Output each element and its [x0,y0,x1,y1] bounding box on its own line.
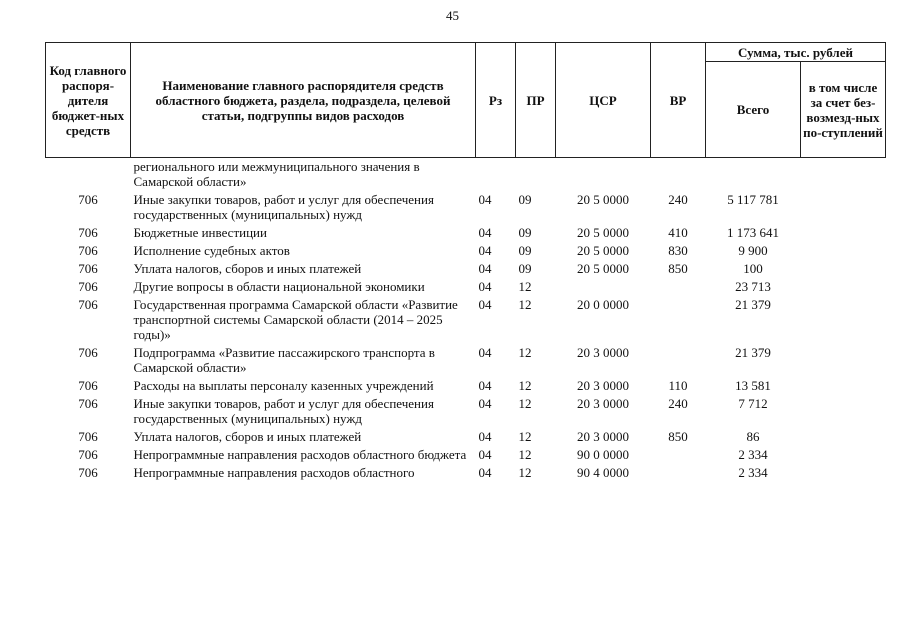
cell-vr [651,296,706,344]
cell-pr: 12 [518,297,532,312]
cell-rz: 04 [478,345,492,360]
cell-pr: 12 [518,429,532,444]
cell-free [801,278,886,296]
cell-code: 706 [78,192,98,207]
cell-pr: 12 [518,345,532,360]
cell-csr: 20 5 0000 [577,261,629,276]
cell-free [801,296,886,344]
cell-vr: 850 [668,429,688,444]
cell-vr [651,464,706,482]
table-row [46,224,886,242]
header-rz: Рз [476,43,516,158]
cell-rz: 04 [478,243,492,258]
cell-code: 706 [78,345,98,360]
cell-vr: 850 [668,261,688,276]
cell-csr [556,278,651,296]
cell-code: 706 [78,225,98,240]
cell-total: 21 379 [735,345,771,360]
cell-vr: 410 [668,225,688,240]
table-row [46,446,886,464]
cell-name: Непрограммные направления расходов областного бюджета [133,447,467,462]
table-row [46,158,886,192]
cell-code: 706 [78,378,98,393]
cell-name: Подпрограмма «Развитие пассажирского транспорта в Самарской области» [133,345,435,375]
table-row [46,191,886,224]
cell-total: 2 334 [738,447,768,462]
cell-vr: 110 [668,378,688,393]
cell-vr [651,278,706,296]
cell-rz: 04 [478,465,492,480]
cell-code: 706 [78,465,98,480]
cell-free [801,344,886,377]
table-row [46,377,886,395]
cell-name: Бюджетные инвестиции [133,225,267,240]
cell-pr: 09 [518,225,532,240]
cell-total [706,158,801,192]
header-csr: ЦСР [556,43,651,158]
cell-rz: 04 [478,261,492,276]
cell-code [46,158,131,192]
cell-code: 706 [78,261,98,276]
cell-pr: 12 [518,378,532,393]
cell-pr: 09 [518,243,532,258]
cell-total: 5 117 781 [727,192,779,207]
cell-free [801,224,886,242]
cell-pr: 12 [518,279,532,294]
cell-code: 706 [78,396,98,411]
cell-pr [516,158,556,192]
table-row [46,464,886,482]
cell-pr: 12 [518,447,532,462]
cell-csr: 20 0 0000 [577,297,629,312]
cell-rz: 04 [478,396,492,411]
cell-vr [651,344,706,377]
cell-vr [651,158,706,192]
cell-name: Уплата налогов, сборов и иных платежей [133,261,362,276]
table-body [46,158,886,483]
cell-csr: 20 3 0000 [577,345,629,360]
cell-pr: 09 [518,261,532,276]
cell-total: 23 713 [735,279,771,294]
cell-vr: 240 [668,396,688,411]
cell-code: 706 [78,243,98,258]
cell-csr [556,158,651,192]
cell-csr: 20 5 0000 [577,243,629,258]
header-free: в том числе за счет без-возмезд-ных по-ступлений [801,62,886,158]
cell-total: 13 581 [735,378,771,393]
cell-code: 706 [78,279,98,294]
cell-pr: 09 [518,192,532,207]
table-row [46,428,886,446]
cell-total: 100 [743,261,763,276]
cell-name: Иные закупки товаров, работ и услуг для обеспечения государственных (муниципальных) нужд [133,192,434,222]
cell-rz: 04 [478,297,492,312]
table-row [46,296,886,344]
cell-total: 7 712 [738,396,768,411]
header-pr: ПР [516,43,556,158]
cell-free [801,395,886,428]
cell-vr: 240 [668,192,688,207]
table-row [46,395,886,428]
header-vr: ВР [651,43,706,158]
cell-code: 706 [78,447,98,462]
cell-csr: 90 4 0000 [577,465,629,480]
cell-vr: 830 [668,243,688,258]
cell-total: 86 [746,429,760,444]
page-number: 45 [446,8,459,23]
cell-free [801,158,886,192]
cell-rz: 04 [478,447,492,462]
cell-total: 21 379 [735,297,771,312]
cell-csr: 20 3 0000 [577,396,629,411]
cell-rz [476,158,516,192]
cell-name: Другие вопросы в области национальной экономики [133,279,425,294]
cell-csr: 20 5 0000 [577,225,629,240]
cell-code: 706 [78,297,98,312]
header-name: Наименование главного распорядителя средств областного бюджета, раздела, подраздела, целевой статьи, подгруппы видов расходов [131,43,476,158]
cell-free [801,446,886,464]
header-code: Код главного распоря-дителя бюджет-ных средств [46,43,131,158]
table-header [46,43,886,158]
cell-total: 1 173 641 [727,225,779,240]
cell-name: регионального или межмуниципального значения в Самарской области» [133,159,420,189]
cell-rz: 04 [478,225,492,240]
cell-vr [651,446,706,464]
cell-rz: 04 [478,429,492,444]
cell-pr: 12 [518,396,532,411]
cell-free [801,428,886,446]
table-row [46,242,886,260]
cell-csr: 20 3 0000 [577,378,629,393]
cell-total: 2 334 [738,465,768,480]
budget-table [45,42,886,482]
cell-name: Уплата налогов, сборов и иных платежей [133,429,362,444]
cell-csr: 20 5 0000 [577,192,629,207]
cell-free [801,191,886,224]
table-row [46,260,886,278]
cell-free [801,260,886,278]
table-row [46,344,886,377]
cell-total: 9 900 [738,243,768,258]
cell-name: Расходы на выплаты персоналу казенных учреждений [133,378,434,393]
cell-rz: 04 [478,378,492,393]
cell-free [801,242,886,260]
table-row [46,278,886,296]
cell-csr: 90 0 0000 [577,447,629,462]
cell-name: Исполнение судебных актов [133,243,290,258]
cell-free [801,377,886,395]
header-total: Всего [706,62,801,158]
cell-code: 706 [78,429,98,444]
cell-rz: 04 [478,279,492,294]
cell-name: Непрограммные направления расходов областного [133,465,415,480]
cell-pr: 12 [518,465,532,480]
cell-free [801,464,886,482]
cell-csr: 20 3 0000 [577,429,629,444]
cell-rz: 04 [478,192,492,207]
cell-name: Государственная программа Самарской области «Развитие транспортной системы Самарской области (2014 – 2025 годы)» [133,297,458,342]
cell-name: Иные закупки товаров, работ и услуг для обеспечения государственных (муниципальных) нужд [133,396,434,426]
header-sum-group: Сумма, тыс. рублей [706,43,886,62]
